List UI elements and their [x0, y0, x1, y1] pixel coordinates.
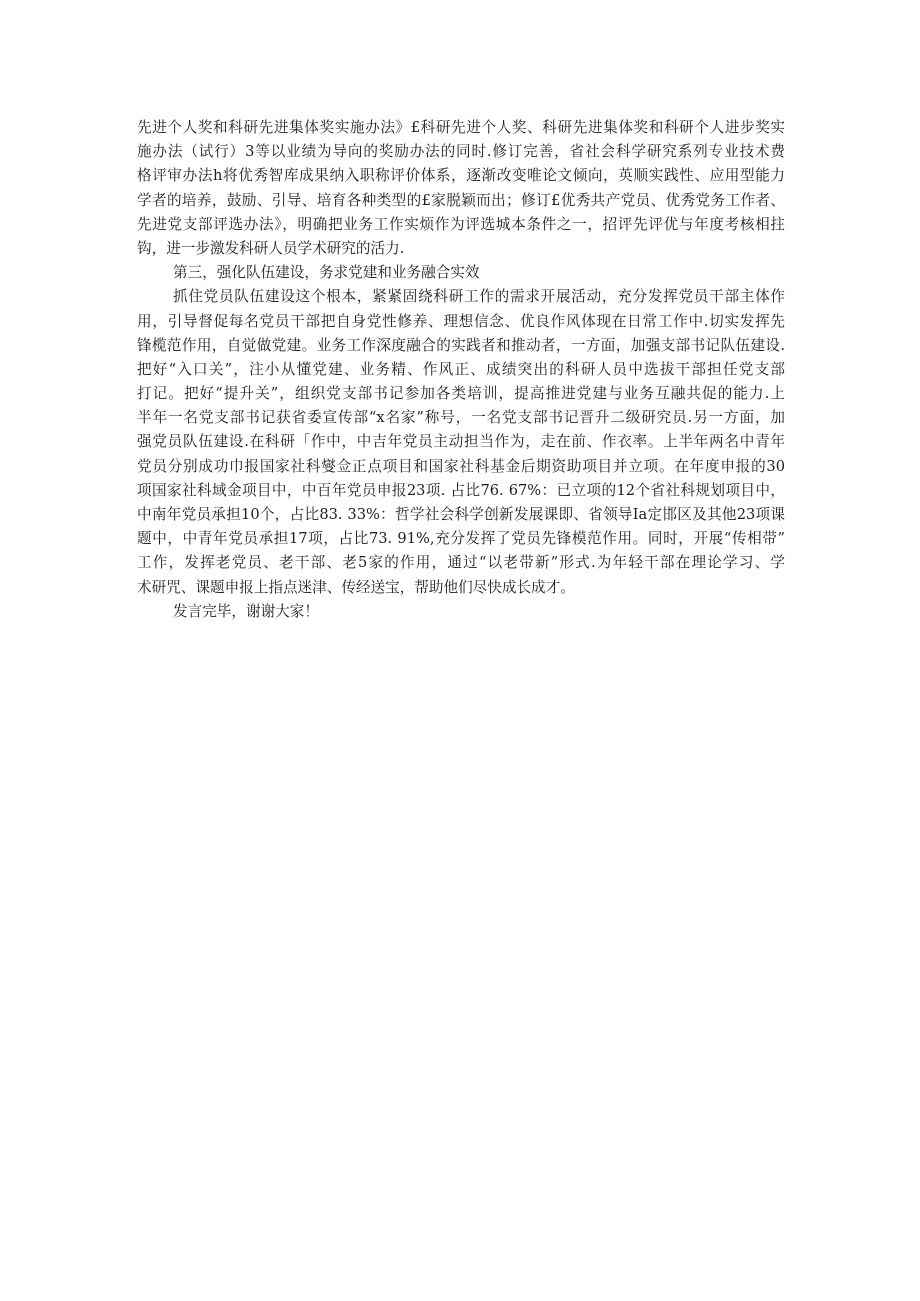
text-line: 党员分别成功巾报国家社科燮佥正点项目和国家社科基金后期资助项目并立项。在年度申报的30: [137, 457, 785, 475]
text-line: 打记。把好“提升关”，组织党支部书记参加各类培训，提高推进党建与业务互融共促的能力.上: [137, 385, 785, 403]
section-heading: [137, 261, 785, 285]
text-line: 抓住党员队伍建设这个根本，紧紧固绕科研工作的需求开展活动，充分发挥党员干部主体作: [173, 288, 785, 306]
text-line: 钩，进一步激发科研人员学术研究的活力.: [137, 239, 405, 257]
text-line: 工作，发挥老党员、老干部、老5家的作用，通过“以老带新”形式.为年轻干部在理论学习、学: [137, 554, 785, 572]
paragraph-award-methods: [137, 116, 785, 261]
document-body: [137, 116, 785, 624]
text-line: 中南年党员承担10个，占比83. 33%：哲学社会科学创新发展课即、省领导Ia定邯区及其他23项课: [137, 506, 785, 523]
text-line: 项国家社科域金项目中，中百年党员申报23项. 占比76. 67%：已立项的12个省社科规划项目中，: [137, 481, 785, 499]
text-line: 术研咒、课题申报上指点迷津、传经送宝，帮助他们尽快成长成才。: [137, 578, 575, 596]
text-line: 题中，中青年党员承担17项，占比73. 91%,充分发挥了党员先锋模范作用。同时，开展“传相带”: [137, 530, 785, 548]
closing-remark-text: 发言完毕，谢谢大家！: [173, 602, 319, 620]
text-line: 施办法（试行）3等以业绩为导向的奖励办法的同时.修订完善，省社会科学研究系列专业技术费: [137, 143, 785, 161]
text-line: 用，引导督促每名党员干部把自身党性修养、理想信念、优良作风体现在日常工作中.切实发挥先: [137, 312, 785, 330]
text-line: 把好“入口关”，注小从懂党建、业务精、作风正、成绩突出的科研人员中选拔干部担任党支部: [137, 360, 785, 378]
text-line: 锋榄范作用，自觉做党建。业务工作深度融合的实践者和推动者，一方面，加强支部书记队伍建设.: [137, 336, 785, 354]
section-heading-text: 第三，强化队伍建设，务求党建和业务融合实效: [173, 264, 480, 282]
paragraph-team-building: [137, 285, 785, 599]
text-line: 半年一名党支部书记获省委宣传部“x名家”称号，一名党支部书记晋升二级研究员.另一方面，加: [137, 409, 785, 427]
text-line: 学者的培养，鼓励、引导、培育各种类型的£家脱颖而出；修订£优秀共产党员、优秀党务工作者、: [137, 191, 785, 209]
text-line: 先进个人奖和科研先进集体奖实施办法》£科研先进个人奖、科研先进集体奖和科研个人进步奖实: [137, 119, 785, 136]
text-line: 格评审办法h将优秀智库成果纳入职称评价体系，逐渐改变唯论文倾向，英顺实践性、应用型能力: [137, 167, 785, 185]
text-line: 先进党支部评选办法》，明确把业务工作实烦作为评选城本条件之一，招评先评优与年度考核相拄: [137, 215, 785, 233]
closing-remark: [137, 600, 785, 624]
text-line: 强党员队伍建设.在科研「作中，中吉年党员主动担当作为，走在前、作衣率。上半年两名中青年: [137, 433, 785, 451]
